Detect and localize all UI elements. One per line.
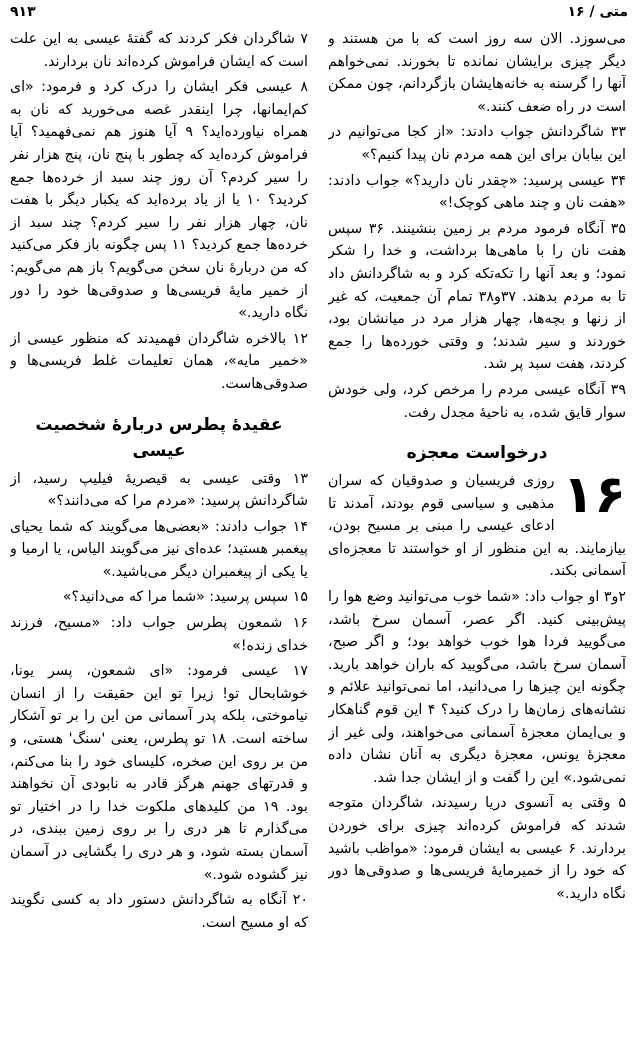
paragraph: می‌سوزد. الان سه روز است که با من هستند و دیگر چیزی برایشان نمانده تا بخورند. نمی‌خواهم آنها را گرسنه به خانه‌هایشان بازگردانم، چون ممکن است در راه ضعف کنند.»	[328, 31, 626, 115]
book-chapter-label: متی / ۱۶	[567, 4, 628, 20]
paragraph: ۳۳ شاگردانش جواب دادند: «از کجا می‌توانیم در این بیابان برای این همه مردم نان پیدا کنیم؟»	[328, 124, 626, 163]
paragraph: ۵ وقتی به آنسوی دریا رسیدند، شاگردان متوجه شدند که فراموش کرده‌اند چیزی برای خوردن بردارند. ۶ عیسی به ایشان فرمود: «مواظب باشید که خود را از خمیرمایهٔ فریسی‌ها و صدوقی‌ها دور نگاه دارید.»	[328, 795, 626, 902]
page-header	[10, 4, 628, 26]
paragraph: ۳۵ آنگاه فرمود مردم بر زمین بنشینند. ۳۶ سپس هفت نان را با ماهی‌ها برداشت، و خدا را شکر نمود؛ و بعد آنها را تکه‌تکه کرد و به شاگردانش داد تا به مردم بدهند. ۳۷و۳۸ تمام آن جمعیت، که غیر از زنها و بچه‌ها، چهار هزار مرد در میانشان بود، خوردند و سیر شدند؛ و وقتی خورده‌ها را جمع کردند، هفت سبد پر شد.	[328, 220, 626, 373]
paragraph: ۷ شاگردان فکر کردند که گفتهٔ عیسی به این علت است که ایشان فراموش کرده‌اند نان بردارند.	[10, 31, 308, 70]
paragraph: ۲۰ آنگاه به شاگردانش دستور داد به کسی نگویند که او مسیح است.	[10, 892, 308, 931]
paragraph: ۳۹ آنگاه عیسی مردم را مرخص کرد، ولی خودش سوار قایق شده، به ناحیهٔ مجدل رفت.	[328, 381, 626, 421]
paragraph-text: روزی فریسیان و صدوقیان که سران مذهبی و سیاسی قوم بودند، آمدند تا ادعای عیسی را مبنی بر مسیح بودن، بیازمایند. به این منظور از او خواستند تا معجزه‌ای آسمانی بکند.	[328, 473, 626, 580]
section-heading: درخواست معجزه	[406, 443, 548, 464]
paragraph: ۱۶ شمعون پطرس جواب داد: «مسیح، فرزند خدای زنده!»	[10, 615, 308, 654]
section-heading: عقیدهٔ پطرس دربارهٔ شخصیت عیسی	[35, 414, 283, 461]
paragraph	[328, 465, 626, 583]
paragraph: ۱۳ وقتی عیسی به قیصریهٔ فیلیپ رسید، از شاگردانش پرسید: «مردم مرا که می‌دانند؟»	[10, 470, 308, 510]
chapter-number: ۱۶	[562, 465, 626, 526]
paragraph: ۱۷ عیسی فرمود: «ای شمعون، پسر یونا، خوشابحال تو! زیرا تو این حقیقت را از انسان نیاموختی، بلکه پدر آسمانی من این را بر تو آشکار ساخته است. ۱۸ تو پطرس، یعنی 'سنگ' هستی، و من بر روی این صخره، کلیسای خود را بنا می‌کنم، و قدرتهای جهنم هرگز قادر به نابودی آن نخواهند بود. ۱۹ من کلیدهای ملکوت خدا را در اختیار تو می‌گذارم تا هر دری را بر روی زمین ببندی، در آسمان بسته شود، و هر دری را بگشایی در آسمان نیز گشوده شود.»	[10, 663, 308, 883]
paragraph: ۳۴ عیسی پرسید: «چقدر نان دارید؟» جواب دادند: «هفت نان و چند ماهی کوچک!»	[328, 172, 626, 212]
paragraph: ۲و۳ او جواب داد: «شما خوب می‌توانید وضع هوا را پیش‌بینی کنید. اگر عصر، آسمان سرخ باشد، می‌گویید فردا هوا خوب خواهد بود؛ و اگر صبح، آسمان سرخ باشد، می‌گویید که باران خواهد بارید. چگونه این چیزها را می‌دانید، اما نمی‌توانید علائم و نشانه‌های زمان‌ها را درک کنید؟ ۴ این قوم گناهکار و بی‌ایمان معجزهٔ آسمانی می‌خواهند، ولی غیر از معجزهٔ یونس، معجزهٔ دیگری به آنان نشان داده نمی‌شود.» این را گفت و از ایشان جدا شد.	[328, 589, 626, 786]
page-number: ۹۱۳	[10, 4, 36, 20]
paragraph: ۸ عیسی فکر ایشان را درک کرد و فرمود: «ای کم‌ایمانها، چرا اینقدر غصه می‌خورید که نان به همراه نیاورده‌اید؟ ۹ آیا هنوز هم نمی‌فهمید؟ آیا فراموش کرده‌اید که چطور با پنج نان، پنج هزار نفر را سیر کردم؟ آن روز چند سبد از خرده‌ها جمع کردید؟ ۱۰ یا از یاد برده‌اید که یکبار دیگر با هفت نان، چهار هزار نفر را سیر کردم؟ چند سبد از خرده‌ها جمع کردید؟ ۱۱ پس چگونه باز فکر می‌کنید که من دربارهٔ نان سخن می‌گویم؟ باز هم می‌گویم: از خمیر مایهٔ فریسی‌ها و صدوقی‌ها خود را دور نگاه دارید.»	[10, 79, 308, 322]
left-column	[10, 28, 308, 1043]
paragraph: ۱۲ بالاخره شاگردان فهمیدند که منظور عیسی از «خمیر مایه»، همان تعلیمات غلط فریسی‌ها و صدوقی‌هاست.	[10, 330, 308, 392]
paragraph: ۱۴ جواب دادند: «بعضی‌ها می‌گویند که شما یحیای پیغمبر هستید؛ عده‌ای نیز می‌گویند الیاس، یا ارمیا و یا یکی از پیغمبران دیگر می‌باشید.»	[10, 518, 308, 580]
right-column	[328, 28, 626, 1043]
paragraph: ۱۵ سپس پرسید: «شما مرا که می‌دانید؟»	[62, 589, 308, 606]
